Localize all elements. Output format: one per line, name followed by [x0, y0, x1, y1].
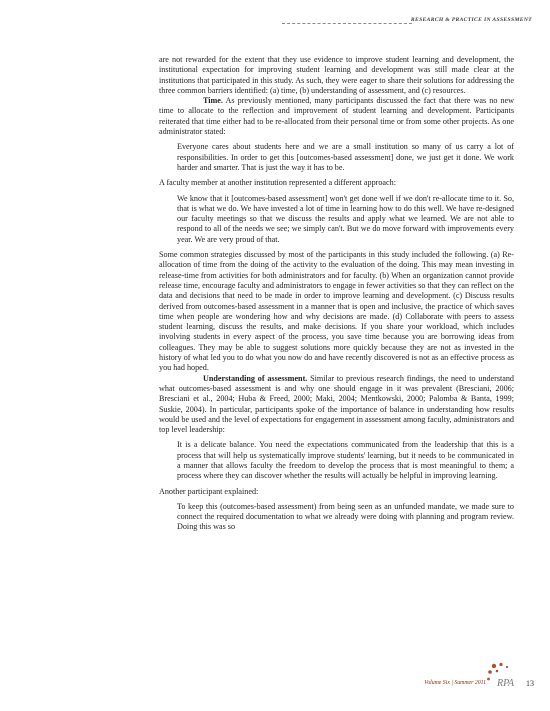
- footer-issue: Volume Six | Summer 2011: [424, 680, 486, 686]
- paragraph-time: [159, 96, 514, 137]
- subheading-understanding: Understanding of assessment.: [203, 373, 308, 383]
- block-quote: We know that it [outcomes-based assessment] won't get done well if we don't re-allocate time to it. So, that is what we do. We have invested a lot of time in learning how to do this well. We have re-designed our faculty meetings so that we discuss the results and apply what we learned. We are not able to respond to all of the needs we see; we simply can't. But we do move forward with improvements every year. We are very proud of that.: [177, 193, 514, 244]
- running-header: RESEARCH & PRACTICE IN ASSESSMENT: [410, 17, 532, 23]
- paragraph: are not rewarded for the extent that they use evidence to improve student learning and development, the institutional expectation for improving student learning and development was still made clear at the institutions that participated in this study. As such, they were eager to share their solutions for addressing the three common barriers identified: (a) time, (b) understanding of assessment, and (c) resources.: [159, 55, 514, 95]
- page-number: 13: [526, 679, 534, 688]
- logo-lettering: RPA: [497, 678, 515, 689]
- paragraph-text: Similar to previous research findings, the need to understand what outcomes-based assessment is and why one should engage in it was prevalent (Bresciani, 2006; Bresciani et al., 2004; Huba & Freed, 2000; Maki, 2004; Mentkowski, 2000; Palomba & Banta, 1999; Suskie, 2004). In particular, participants spoke of the importance of balance in understanding how results would be used and the level of expectations for engagement in assessment among faculty, administrators and top level leadership:: [159, 373, 514, 435]
- header-rule: [282, 23, 412, 24]
- rpa-logo: [486, 662, 522, 696]
- body-column: [159, 55, 514, 538]
- paragraph: Another participant explained:: [159, 486, 259, 496]
- paragraph-text: As previously mentioned, many participants discussed the fact that there was no new time to allocate to the reflection and improvement of student learning and development. Participants reiterated that time either had to be re-allocated from their personal time or from some other projects. As one administrator stated:: [159, 96, 514, 137]
- block-quote: Everyone cares about students here and we are a small institution so many of us carry a lot of responsibilities. In order to get this [outcomes-based assessment] done, we just get it done. We work harder and smarter. That is just the way it has to be.: [177, 142, 514, 172]
- paragraph: Some common strategies discussed by most of the participants in this study included the following. (a) Re-allocation of time from the doing of the activity to the evaluation of the doing. This may mean investing in release-time from activities for both administrators and for faculty. (b) When an organization cannot provide release time, encourage faculty and administrators to engage in fewer activities so that they can reflect on the data and decisions that need to be made in order to improve learning and development. (c) Discuss results derived from outcomes-based assessment in a manner that is open and inclusive, the practice of which saves time when people are wondering how and why decisions are made. (d) Collaborate with peers to assess student learning, discuss the results, and make decisions. If you share your workload, which includes involving students in every aspect of the process, you save time because you are borrowing ideas from colleagues. They may be able to suggest solutions more quickly because they are not as invested in the history of what led you to do what you now do and have recently discovered is not as an effective process as you had hoped.: [159, 250, 514, 373]
- subheading-time: Time.: [203, 96, 223, 106]
- block-quote: To keep this (outcomes-based assessment) from being seen as an unfunded mandate, we made sure to connect the required documentation to what we already were doing with planning and program review. Doing this was so: [177, 501, 514, 532]
- paragraph-understanding: [159, 374, 514, 436]
- paragraph: A faculty member at another institution represented a different approach:: [159, 178, 396, 188]
- block-quote: It is a delicate balance. You need the expectations communicated from the leadership that this is a process that will help us systematically improve students' learning, but it needs to be communicated in a manner that allows faculty the freedom to develop the process that is most meaningful to them; a process where they can discover whether the results will actually be helpful in improving learning.: [177, 440, 514, 481]
